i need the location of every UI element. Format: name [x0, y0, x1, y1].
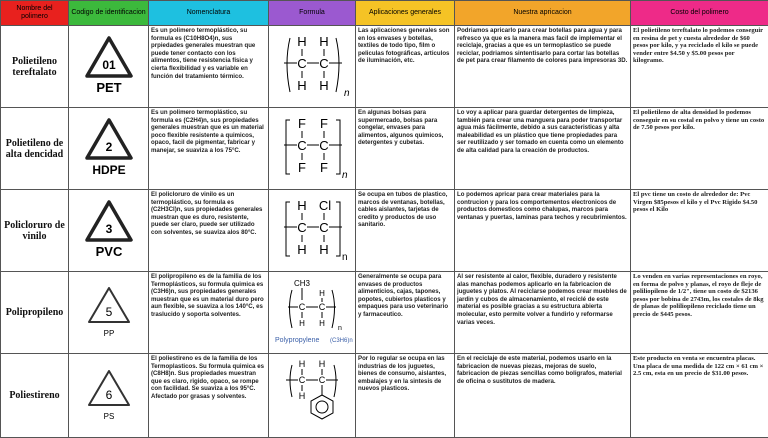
- polymer-name: Policloruro de vinilo: [1, 190, 69, 272]
- proposal-text: Al ser resistente al calor, flexible, duradero y resistente alas manchas podemos aplicarlo en la fabricacion de juguetes y platos. Al reciclarse podemos crear muebles de jardin y cubos de almacenamiento, el reciclé de este material es posible gracias a su estructura abierta molecular, esto permite volver a fundirlo y reformarse varias veces.: [455, 272, 631, 354]
- svg-text:C: C: [299, 375, 306, 385]
- nomenclature-text: Es un polimero termoplástico, su formula es (C2H4)n, sus propiedades generales muestran que es un material poco flexible resistente a quimicos, opaco, facil de pigmentar, fabricar y manejar, se suaviza a los 75°C.: [149, 108, 269, 190]
- svg-text:H: H: [297, 78, 306, 93]
- polymer-name: Polipropileno: [1, 272, 69, 354]
- svg-text:H: H: [319, 34, 328, 49]
- formula-structure: [270, 26, 354, 102]
- svg-text:C: C: [297, 220, 306, 235]
- nomenclature-text: El policloruro de vinilo es un termoplástico, su formula es (C2H3Cl)n, sus propiedades generales muestran que es duro, resistente, puede ser claro, puede ser utilizado con solventes, se suaviza alos 80°C.: [149, 190, 269, 272]
- svg-text:n: n: [342, 252, 348, 263]
- table-row: [1, 354, 768, 438]
- recycle-code-cell: [69, 190, 149, 272]
- proposal-text: En el reciclaje de este material, podemos usarlo en la fabricacion de nuevas piezas, mejoras de suelo, fabricacion de piezas sencillas como boligrafos, material de oficina o sustitutos de madera.: [455, 354, 631, 438]
- svg-text:F: F: [320, 116, 328, 131]
- header-applications: Aplicaciones generales: [356, 1, 455, 26]
- formula-structure: [270, 272, 354, 348]
- header-code: Codigo de identificacion: [69, 1, 149, 26]
- recycle-triangle-icon: [79, 32, 139, 96]
- formula-cell: [269, 272, 356, 354]
- nomenclature-text: El poliestireno es de la familia de los Termoplasticos. Su formula quimica es (C8H8)n. Sus propiedades muestran que es claro, rigido, opaco, se rompe con facilidad. Se suaviza a los 95°C. Afectado por grasas y solventes.: [149, 354, 269, 438]
- recycle-triangle-icon: [79, 278, 139, 342]
- cost-text: El polietileno de alta densidad lo podemos conseguir en su costal en polvo y tiene un costo de 7.50 pesos por kilo.: [631, 108, 768, 190]
- formula-structure: [270, 355, 354, 431]
- proposal-text: Podriamos apricarlo para crear botellas para agua y para refresco ya que es la manera mas facil de implementar el reciclaje, gracias a que es un termoplastico se puede reciclar, podriamos sintentisarlo para cortar las botellas de pet para crear filamento de colores para impresoras 3D.: [455, 26, 631, 108]
- table-row: [1, 108, 768, 190]
- proposal-text: Lo voy a aplicar para guardar detergentes de limpieza, también para crear una manguera para poder transportar agua más fácilmente, debido a sus caracteristicas y alta maleabilidad es un plástico que tiene propiedades para ser reutilizado y ser tomado en cuenta como un elemento de alta calidad para la creación de productos.: [455, 108, 631, 190]
- header-nomenclature: Nomenclatura: [149, 1, 269, 26]
- recycle-number: 5: [105, 305, 112, 319]
- table-row: [1, 272, 768, 354]
- svg-text:H: H: [319, 289, 325, 298]
- formula-cell: [269, 108, 356, 190]
- header-proposal: Nuestra apricacion: [455, 1, 631, 26]
- table-row: [1, 26, 768, 108]
- recycle-label: HDPE: [92, 163, 125, 177]
- svg-text:CH3: CH3: [294, 279, 311, 288]
- svg-text:F: F: [298, 116, 306, 131]
- cost-text: El polietileno tereftalato lo podemos conseguir en resina de pet y cuesta alrededor de $60 pesos por kilo, y ya reciclado el kilo se puede vender entre $4.50 y $5.00 pesos por kilogramo.: [631, 26, 768, 108]
- polymer-name: Poliestireno: [1, 354, 69, 438]
- polymer-name: Polietileno tereftalato: [1, 26, 69, 108]
- recycle-label: PS: [103, 412, 114, 421]
- cost-text: Este producto en venta se encuentra placas. Una placa de una medida de 122 cm × 61 cm × 2.5 cm, esta en un precio de $31.00 pesos.: [631, 354, 768, 438]
- svg-text:H: H: [297, 242, 306, 257]
- formula-structure: [270, 108, 354, 184]
- recycle-label: PET: [96, 80, 121, 95]
- recycle-label: PP: [103, 329, 114, 338]
- formula-cell: [269, 190, 356, 272]
- svg-text:n: n: [338, 325, 342, 332]
- svg-text:C: C: [297, 138, 306, 153]
- recycle-triangle-icon: [79, 114, 139, 178]
- svg-text:C: C: [319, 138, 328, 153]
- svg-text:H: H: [299, 359, 306, 369]
- header-row: [1, 1, 768, 26]
- svg-text:H: H: [319, 78, 328, 93]
- formula-structure: [270, 190, 354, 266]
- applications-text: En algunas bolsas para supermercado, bolsas para congelar, envases para alimentos, algunos quimicos, detergentes y cubetas.: [356, 108, 455, 190]
- recycle-number: 6: [105, 388, 112, 402]
- header-name: Nombre del polimero: [1, 1, 69, 26]
- header-formula: Formula: [269, 1, 356, 26]
- cost-text: El pvc tiene un costo de alrededor de: Pvc Virgen $85pesos el kilo y el Pvc Rigido $4.50 pesos el Kilo: [631, 190, 768, 272]
- svg-text:n: n: [342, 170, 348, 181]
- header-cost: Costo del polimero: [631, 1, 768, 26]
- recycle-triangle-icon: [79, 196, 139, 260]
- svg-text:n: n: [344, 88, 350, 99]
- polymer-name: Polietileno de alta dencidad: [1, 108, 69, 190]
- recycle-code-cell: [69, 354, 149, 438]
- applications-text: Se ocupa en tubos de plastico, marcos de ventanas, botellas, cables aislantes, tarjetas de credito y productos de uso sanitario.: [356, 190, 455, 272]
- nomenclature-text: El polipropileno es de la familia de los Termoplásticos, su formula quimica es (C3H6)n, sus propiedades generales muestran que es un material duro pero aun flexible, se suaviza a los 140°C, es traslucido y soporta solventes.: [149, 272, 269, 354]
- applications-text: Generalmente se ocupa para envases de productos alimenticios, cajas, tapones, popotes, cubiertos plasticos y empaques para uso veterinario y farmaceutico.: [356, 272, 455, 354]
- svg-text:H: H: [299, 319, 305, 328]
- applications-text: Por lo regular se ocupa en las industrias de los juguetes, bienes de consumo, aislantes, embalajes y en la sintesis de nuevos plasticos.: [356, 354, 455, 438]
- svg-text:F: F: [298, 160, 306, 175]
- svg-text:F: F: [320, 160, 328, 175]
- cost-text: Lo venden en varias representaciones en royo, en forma de polvo y planas, el royo de fleje de poliliopileno de 1/2", tiene un costo de $2136 pesos por bobina de 2743m, los costales de 8kg de planas de poliliopileno reciclado tiene un precio de $445 pesos.: [631, 272, 768, 354]
- recycle-code-cell: [69, 108, 149, 190]
- svg-text:C: C: [297, 56, 306, 71]
- recycle-triangle-icon: [79, 361, 139, 425]
- applications-text: Las aplicaciones generales son en los envases y botellas, textiles de todo tipo, film o peliculas fotográficas, articulos de iluminación, etc.: [356, 26, 455, 108]
- svg-text:H: H: [319, 242, 328, 257]
- recycle-label: PVC: [95, 244, 122, 259]
- formula-caption-2: (C3H6)n: [330, 338, 353, 344]
- svg-text:C: C: [319, 56, 328, 71]
- nomenclature-text: Es un polimero termoplástico, su formula es (C10H8O4)n, sus prpiedades generales muestran que puede tener contacto con los alimentos, tiene resistencia física y cierta flexibilidad y es variable en función del tratamiento térmico.: [149, 26, 269, 108]
- formula-caption: Polypropylene: [275, 337, 319, 344]
- svg-text:H: H: [297, 34, 306, 49]
- recycle-code-cell: [69, 26, 149, 108]
- table-row: [1, 190, 768, 272]
- svg-text:H: H: [319, 359, 326, 369]
- recycle-number: 2: [105, 140, 112, 154]
- svg-text:H: H: [299, 391, 306, 401]
- svg-text:Cl: Cl: [319, 198, 331, 213]
- svg-text:H: H: [297, 198, 306, 213]
- recycle-code-cell: [69, 272, 149, 354]
- svg-text:C: C: [319, 302, 326, 312]
- svg-text:C: C: [319, 220, 328, 235]
- formula-cell: [269, 26, 356, 108]
- recycle-number: 3: [105, 222, 112, 236]
- recycle-number: 01: [102, 58, 116, 72]
- formula-cell: [269, 354, 356, 438]
- proposal-text: Lo podemos apricar para crear materiales para la contrucion y para los comportementos electronicos de productos domesticos como chalupas, marcos para ventanas y puertas, laminas para techos y recubrimientos.: [455, 190, 631, 272]
- svg-text:C: C: [299, 302, 306, 312]
- svg-text:C: C: [319, 375, 326, 385]
- svg-text:H: H: [319, 319, 325, 328]
